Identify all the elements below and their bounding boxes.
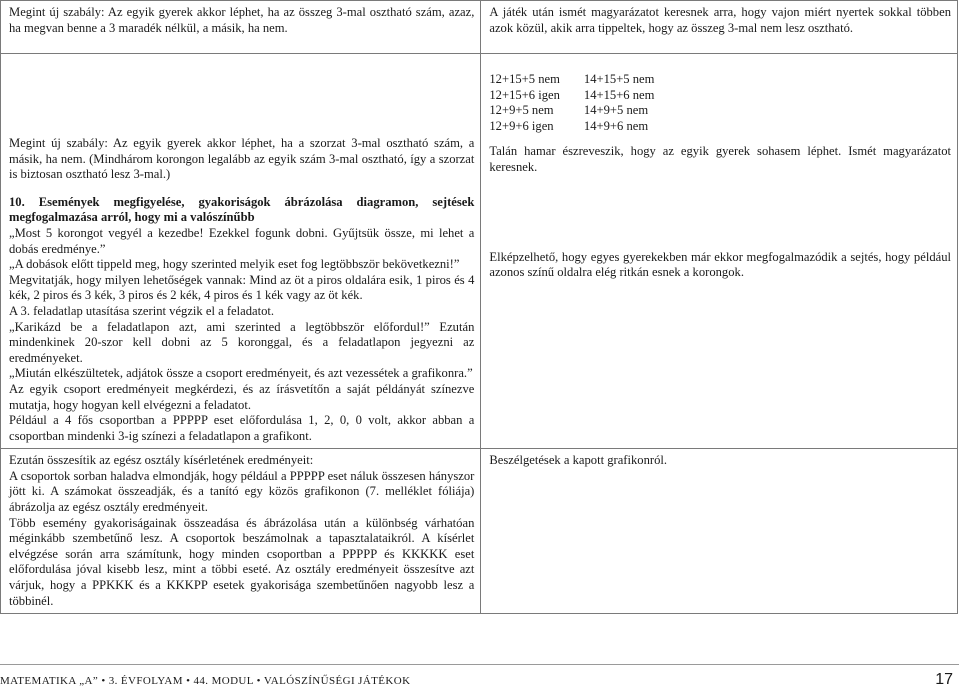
summary-paragraph: A csoportok sorban haladva elmondják, hogy például a PPPPP eset náluk összesen hányszor jött ki. A számokat összeadják, és a tanító egy közös grafikonon (7. melléklet fóliája) ábrázolja az egész osztály eredményeit. bbox=[9, 468, 475, 515]
sum-item: 14+9+6 nem bbox=[583, 118, 649, 133]
table-row bbox=[1, 1, 958, 54]
page-number: 17 bbox=[935, 671, 953, 688]
summary-paragraph: Ezután összesítik az egész osztály kísérletének eredményeit: bbox=[9, 453, 314, 468]
instruction-paragraph: „Miután elkészültetek, adjátok össze a csoport eredményeit, és azt vezessétek a grafikonra.” bbox=[9, 366, 473, 381]
row3-right-cell bbox=[481, 449, 958, 614]
sum-item: 14+15+5 nem bbox=[583, 72, 655, 86]
instruction-paragraph: Az egyik csoport eredményeit megkérdezi, és az írásvetítőn a saját példányát színezve mutatja, hogy hogyan kell elvégezni a feladatot. bbox=[9, 381, 475, 412]
note-text: Talán hamar észreveszik, hogy az egyik gyerek sohasem léphet. Ismét magyarázatot keresnek. bbox=[489, 144, 951, 174]
row2-left-cell bbox=[1, 54, 481, 449]
explanation-text: A játék után ismét magyarázatot keresnek arra, hogy vajon miért nyertek sokkal többen azok közül, akik arra tippeltek, hogy az összeg 3-mal nem lesz osztható. bbox=[489, 5, 951, 35]
instruction-paragraph: „A dobások előtt tippeld meg, hogy szerinted melyik eset fog legtöbbször bekövetkezni!” bbox=[9, 257, 460, 272]
sum-item: 12+15+6 igen bbox=[489, 87, 560, 102]
instruction-paragraph: Például a 4 fős csoportban a PPPPP eset előfordulása 1, 2, 0, 0 volt, akkor abban a csoportban mindenki 3-ig színezi a feladatlapon a grafikont. bbox=[9, 413, 475, 443]
sum-item: 12+15+5 nem bbox=[489, 72, 560, 86]
row1-right-cell bbox=[481, 1, 958, 54]
table-row bbox=[1, 54, 958, 449]
sum-item: 12+9+5 nem bbox=[489, 103, 554, 118]
instruction-paragraph: A 3. feladatlap utasítása szerint végzik el a feladatot. bbox=[9, 303, 275, 318]
row3-left-cell bbox=[1, 449, 481, 614]
instruction-paragraph: Megvitatják, hogy milyen lehetőségek vannak: Mind az öt a piros oldalára esik, 1 piros és 4 kék, 2 piros és 3 kék, 3 piros és 2 kék, 4 piros és 1 kék vagy az öt kék. bbox=[9, 272, 475, 303]
blank-space bbox=[9, 58, 474, 136]
rule-product-text: Megint új szabály: Az egyik gyerek akkor léphet, ha a szorzat 3-mal osztható szám, a másik, ha nem. (Mindhárom korongon legalább az egyik szám 3-mal osztható, így a szorzat is biztosan osztható lesz 3-mal.) bbox=[9, 136, 475, 182]
sum-item: 14+9+5 nem bbox=[583, 103, 649, 118]
page-footer bbox=[0, 664, 959, 690]
list-item bbox=[489, 88, 678, 104]
list-item bbox=[489, 103, 678, 119]
list-item bbox=[489, 119, 678, 135]
sum-item: 12+9+6 igen bbox=[489, 118, 554, 133]
note-text: Elképzelhető, hogy egyes gyerekekben már ekkor megfogalmazódik a sejtés, hogy például azonos színű oldalra elég ritkán esnek a korongok. bbox=[489, 249, 951, 280]
instruction-paragraph: „Karikázd be a feladatlapon azt, ami szerinted a legtöbbször előfordul!” Ezután mindenkinek 20-szor kell dobni az 5 koronggal, és a feladatlapon jegyezni az eredményeket. bbox=[9, 319, 475, 365]
discussion-text: Beszélgetések a kapott grafikonról. bbox=[489, 453, 668, 468]
row1-left-cell bbox=[1, 1, 481, 54]
summary-paragraph: Több esemény gyakoriságainak összeadása és ábrázolása után a különbség várhatóan méginkább szembetűnő lesz. A csoportok beszámolnak a tapasztalataikról. A kísérlet elvégzése során arra számítunk, hogy minden csoportban a PPPPP és KKKKK eset előfordulása jóval kisebb lesz, mint a többi eseté. Az osztály eredményeit összesítve azt várjuk, hogy a PPKKK és a KKKPP esetek gyakorisága szembetűnően nagyobb lesz a többinél. bbox=[9, 515, 475, 608]
sum-item: 14+15+6 nem bbox=[583, 87, 655, 102]
section-title: 10. Események megfigyelése, gyakoriságok ábrázolása diagramon, sejtések megfogalmazása arról, hogy mi a valószínűbb bbox=[9, 194, 475, 225]
rule-sum-text: Megint új szabály: Az egyik gyerek akkor léphet, ha az összeg 3-mal osztható szám, azaz, ha megvan benne a 3 maradék nélkül, a másik, ha nem. bbox=[9, 5, 475, 35]
list-item bbox=[489, 72, 678, 88]
instruction-paragraph: „Most 5 korongot vegyél a kezedbe! Ezekkel fogunk dobni. Gyűjtsük össze, mi lehet a dobás eredménye.” bbox=[9, 225, 475, 256]
footer-title: MATEMATIKA „A” • 3. ÉVFOLYAM • 44. MODUL • VALÓSZÍNŰSÉGI JÁTÉKOK bbox=[0, 675, 411, 687]
footer-divider bbox=[0, 664, 959, 665]
row2-right-cell bbox=[481, 54, 958, 449]
sum-divisibility-list bbox=[489, 72, 678, 134]
table-row bbox=[1, 449, 958, 614]
